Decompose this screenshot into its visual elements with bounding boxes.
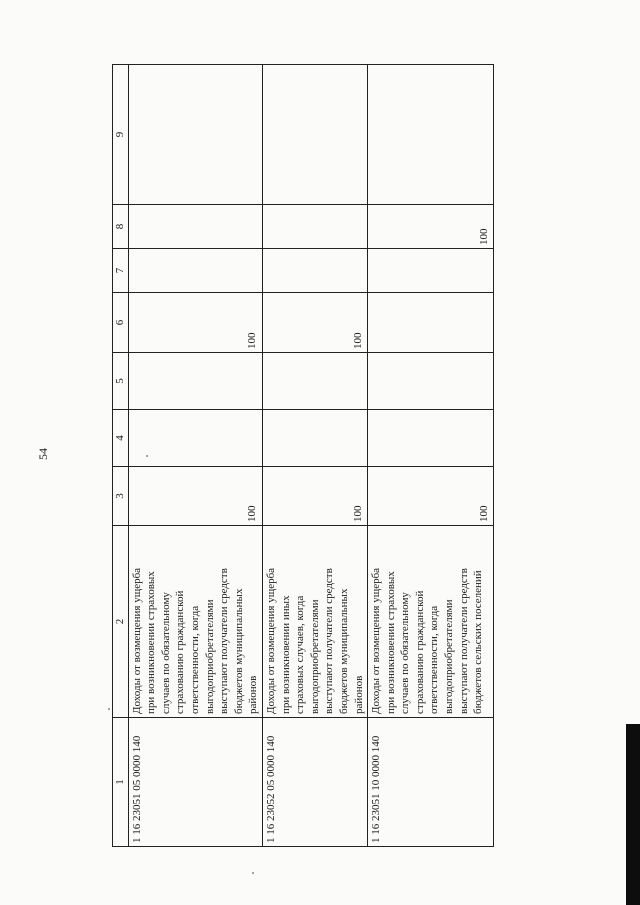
row-value-col-3: 100 bbox=[368, 467, 494, 526]
row-value-col-8 bbox=[128, 205, 262, 249]
budget-table-rotated bbox=[112, 65, 490, 847]
row-value-col-4 bbox=[262, 410, 367, 467]
row-value-col-4 bbox=[128, 410, 262, 467]
header-col-2: 2 bbox=[113, 526, 129, 718]
scan-speck bbox=[146, 455, 148, 457]
row-code: 1 16 23051 10 0000 140 bbox=[368, 718, 494, 847]
header-col-1: 1 bbox=[113, 718, 129, 847]
row-value-col-5 bbox=[368, 353, 494, 410]
row-value-col-6 bbox=[368, 293, 494, 353]
row-value-col-9 bbox=[128, 65, 262, 205]
table-row bbox=[368, 65, 494, 847]
row-value-col-3: 100 bbox=[262, 467, 367, 526]
header-col-3: 3 bbox=[113, 467, 129, 526]
row-value-col-7 bbox=[262, 249, 367, 293]
row-value-col-5 bbox=[262, 353, 367, 410]
row-value-col-9 bbox=[262, 65, 367, 205]
budget-table bbox=[112, 64, 494, 847]
row-value-col-8 bbox=[262, 205, 367, 249]
row-name: Доходы от возмещения ущерба при возникновении страховых случаев по обязательному страхованию гражданской ответственности, когда выгодоприобретателями выступают получатели средств бюджетов муниципальных районов bbox=[128, 526, 262, 718]
header-col-7: 7 bbox=[113, 249, 129, 293]
row-code: 1 16 23052 05 0000 140 bbox=[262, 718, 367, 847]
budget-table-container bbox=[112, 65, 490, 847]
row-value-col-7 bbox=[128, 249, 262, 293]
header-col-8: 8 bbox=[113, 205, 129, 249]
header-col-4: 4 bbox=[113, 410, 129, 467]
header-col-6: 6 bbox=[113, 293, 129, 353]
row-value-col-5 bbox=[128, 353, 262, 410]
row-value-col-7 bbox=[368, 249, 494, 293]
row-value-col-8: 100 bbox=[368, 205, 494, 249]
row-code: 1 16 23051 05 0000 140 bbox=[128, 718, 262, 847]
row-value-col-3: 100 bbox=[128, 467, 262, 526]
row-value-col-6: 100 bbox=[262, 293, 367, 353]
row-value-col-6: 100 bbox=[128, 293, 262, 353]
row-value-col-4 bbox=[368, 410, 494, 467]
row-name: Доходы от возмещения ущерба при возникновении страховых случаев по обязательному страхованию гражданской ответственности, когда выгодоприобретателями выступают получатели средств бюджетов сельских поселений bbox=[368, 526, 494, 718]
scan-speck bbox=[252, 872, 254, 874]
header-col-5: 5 bbox=[113, 353, 129, 410]
table-header-row bbox=[113, 65, 129, 847]
table-row bbox=[262, 65, 367, 847]
table-row bbox=[128, 65, 262, 847]
scan-speck bbox=[108, 708, 110, 710]
row-value-col-9 bbox=[368, 65, 494, 205]
scan-edge-bar bbox=[626, 724, 640, 905]
row-name: Доходы от возмещения ущерба при возникновении иных страховых случаев, когда выгодоприобретателями выступают получатели средств бюджетов муниципальных районов bbox=[262, 526, 367, 718]
header-col-9: 9 bbox=[113, 65, 129, 205]
page-number: 54 bbox=[36, 448, 50, 460]
